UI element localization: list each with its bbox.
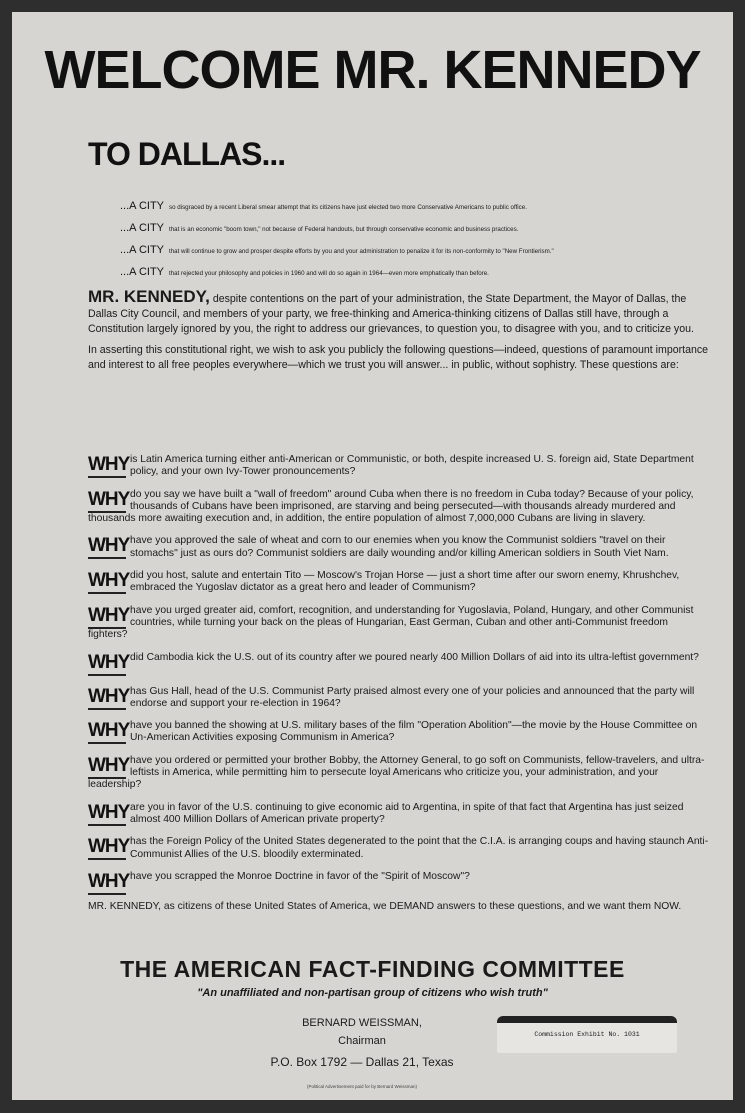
question-text: have you scrapped the Monroe Doctrine in favor of the "Spirit of Moscow"?	[130, 870, 470, 882]
question-item	[88, 489, 710, 526]
headline: WELCOME MR. KENNEDY	[44, 40, 701, 100]
city-line	[120, 240, 710, 262]
question-text: has Gus Hall, head of the U.S. Communist Party praised almost every one of your policies and announced that the party will endorse and support your re-election in 1964?	[130, 685, 695, 709]
newspaper-ad	[12, 12, 733, 1100]
city-lead: ...A CITY	[120, 200, 165, 212]
question-text: do you say we have built a "wall of freedom" around Cuba when there is no freedom in Cuba today? Because of your policy, thousands of Cubans have been imprisoned, are starving and being persecuted—with thousands already murdered and thousands more awaiting execution and, in addition, the entire population of almost 7,000,000 Cubans are living in slavery.	[88, 488, 694, 525]
city-lead: ...A CITY	[120, 266, 165, 278]
question-item	[88, 836, 710, 861]
exhibit-text: Commission Exhibit No. 1031	[534, 1031, 640, 1038]
city-line	[120, 196, 710, 218]
city-line	[120, 218, 710, 240]
question-item	[88, 652, 710, 676]
question-item	[88, 871, 710, 895]
city-line	[120, 262, 710, 284]
chairman-title: Chairman	[338, 1035, 386, 1047]
city-text: that rejected your philosophy and policies in 1960 and will do so again in 1964—even more emphatically than before.	[169, 270, 489, 277]
intro	[88, 289, 710, 379]
question-item	[88, 535, 710, 560]
question-text: is Latin America turning either anti-American or Communistic, or both, despite increased U. S. foreign aid, State Department policy, and your own Ivy-Tower pronouncements?	[130, 454, 694, 478]
city-lead: ...A CITY	[120, 244, 165, 256]
why-label: WHY	[88, 686, 126, 710]
why-label: WHY	[88, 454, 126, 478]
question-text: have you ordered or permitted your brother Bobby, the Attorney General, to go soft on Communists, fellow-travelers, and ultra-leftists in America, while permitting him to persecute loyal Americans who criticize you, your administration, and your leadership?	[88, 754, 705, 791]
why-label: WHY	[88, 802, 126, 826]
why-label: WHY	[88, 489, 126, 513]
why-label: WHY	[88, 605, 126, 629]
question-text: have you approved the sale of wheat and corn to our enemies when you know the Communist soldiers "travel on their stomachs" just as ours do? Communist soldiers are daily wounding and/or killing American soldiers in South Viet Nam.	[130, 535, 669, 559]
question-item	[88, 720, 710, 745]
city-lead: ...A CITY	[120, 222, 165, 234]
city-list	[120, 196, 710, 284]
city-text: that is an economic "boom town," not because of Federal handouts, but through conservative economic and business practices.	[169, 226, 519, 233]
why-label: WHY	[88, 836, 126, 860]
why-label: WHY	[88, 720, 126, 744]
exhibit-label	[497, 1016, 677, 1053]
why-label: WHY	[88, 535, 126, 559]
question-item	[88, 686, 710, 711]
subheadline: TO DALLAS...	[88, 136, 286, 172]
why-label: WHY	[88, 570, 126, 594]
chairman-name: BERNARD WEISSMAN,	[302, 1017, 422, 1029]
why-label: WHY	[88, 652, 126, 676]
disclaimer: (Political Advertisement paid for by Bernard Weissman)	[307, 1084, 417, 1089]
question-item	[88, 755, 710, 792]
city-text: so disgraced by a recent Liberal smear attempt that its citizens have just elected two more Conservative Americans to public office.	[169, 204, 527, 211]
question-item	[88, 605, 710, 642]
chairman-block	[262, 1014, 462, 1050]
tagline: "An unaffiliated and non-partisan group of citizens who wish truth"	[197, 987, 548, 999]
why-label: WHY	[88, 755, 126, 779]
city-text: that will continue to grow and prosper despite efforts by you and your administration to penalize it for its non-conformity to "New Frontierism."	[169, 248, 554, 255]
question-text: have you urged greater aid, comfort, recognition, and understanding for Yugoslavia, Poland, Hungary, and other Communist countries, while turning your back on the pleas of Hungarian, East German, Cuban and other anti-Communist freedom fighters?	[88, 604, 694, 641]
question-item	[88, 454, 710, 479]
closing-demand: MR. KENNEDY, as citizens of these United States of America, we DEMAND answers to these questions, and we want them NOW.	[88, 900, 682, 912]
question-text: has the Foreign Policy of the United States degenerated to the point that the C.I.A. is arranging coups and having staunch Anti-Communist Allies of the U.S. bloodily exterminated.	[130, 836, 709, 860]
intro-text: despite contentions on the part of your administration, the State Department, the Mayor of Dallas, the Dallas City Council, and members of your party, we free-thinking and America-thinking citizens of Dallas still have, through a Constitution largely ignored by you, the right to address our grievances, to question you, to disagree with you, and to criticize you.	[88, 293, 694, 335]
committee-name: THE AMERICAN FACT-FINDING COMMITTEE	[120, 956, 625, 982]
question-text: did Cambodia kick the U.S. out of its country after we poured nearly 400 Million Dollars of aid into its ultra-leftist government?	[130, 651, 699, 663]
question-item	[88, 570, 710, 595]
question-text: did you host, salute and entertain Tito — Moscow's Trojan Horse — just a short time after our sworn enemy, Khrushchev, embraced the Yugoslav dictator as a great hero and leader of Communism?	[130, 570, 680, 594]
intro-paragraph	[88, 289, 710, 337]
question-text: have you banned the showing at U.S. military bases of the film "Operation Abolition"—the movie by the House Committee on Un-American Activities exposing Communism in America?	[130, 720, 698, 744]
why-label: WHY	[88, 871, 126, 895]
question-item	[88, 802, 710, 827]
question-text: are you in favor of the U.S. continuing to give economic aid to Argentina, in spite of that fact that Argentina has just seized almost 400 Million Dollars of American private property?	[130, 801, 684, 825]
intro-lead: MR. KENNEDY,	[88, 287, 210, 306]
address: P.O. Box 1792 — Dallas 21, Texas	[270, 1055, 454, 1069]
question-list	[88, 454, 710, 913]
intro-paragraph-2: In asserting this constitutional right, we wish to ask you publicly the following questions—indeed, questions of paramount importance and interest to all free peoples everywhere—which we trust you will answer... in public, without sophistry. These questions are:	[88, 344, 709, 371]
